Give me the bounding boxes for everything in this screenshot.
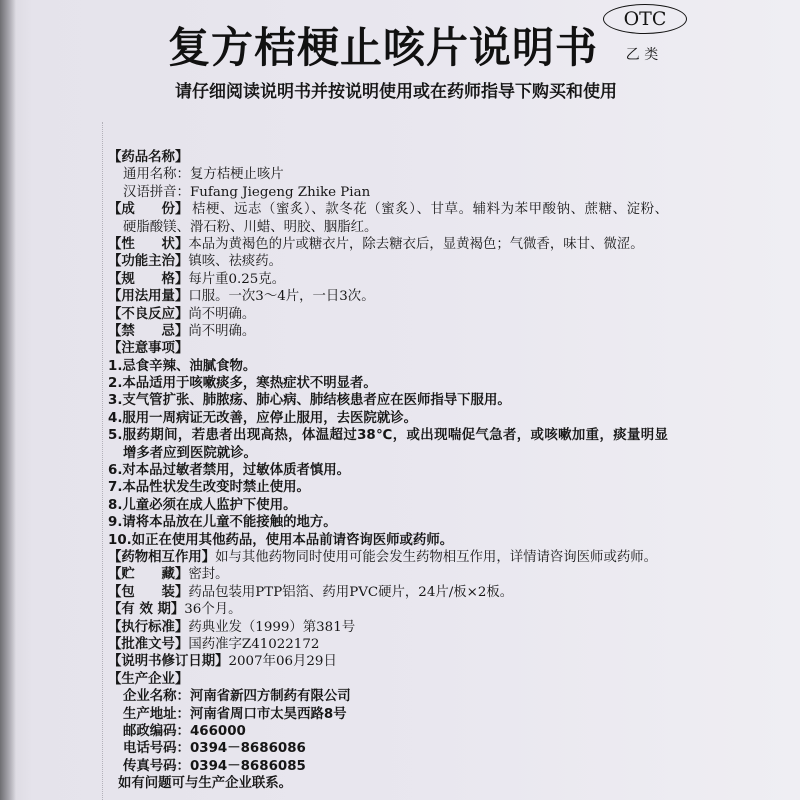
ingredients-text: 桔梗、远志（蜜炙）、款冬花（蜜炙）、甘草。辅料为苯甲酸钠、蔗糖、淀粉、	[192, 202, 668, 218]
section-text: 密封。	[188, 567, 229, 583]
otc-badge	[603, 4, 687, 34]
fax-value: 0394－8686085	[189, 758, 306, 774]
section-text: 每片重0.25克。	[188, 271, 286, 287]
leaflet-body	[108, 149, 788, 792]
precaution-item: 1.忌食辛辣、油腻食物。	[108, 358, 257, 374]
pinyin-value: Fufang Jiegeng Zhike Pian	[189, 184, 371, 200]
section-label: 【功能主治】	[108, 254, 189, 270]
generic-name-value: 复方桔梗止咳片	[189, 167, 284, 183]
leaflet-title: 复方桔梗止咳片说明书	[167, 23, 598, 72]
section-text: 如与其他药物同时使用可能会发生药物相互作用，详情请咨询医师或药师。	[215, 549, 658, 565]
section-text: 镇咳、祛痰药。	[188, 254, 283, 270]
precaution-item: 9.请将本品放在儿童不能接触的地方。	[108, 515, 337, 531]
section-text: 本品为黄褐色的片或糖衣片，除去糖衣后，显黄褐色；气微香，味甘、微涩。	[188, 236, 644, 252]
phone-row	[108, 740, 788, 757]
section-label: 【包 装】	[108, 584, 189, 600]
section-label: 【用法用量】	[108, 289, 189, 305]
ingredients-text: 硬脂酸镁、滑石粉、川蜡、明胶、胭脂红。	[123, 219, 378, 235]
section-label: 【执行标准】	[108, 619, 189, 635]
section-specification	[108, 271, 788, 288]
section-text: 口服。一次3～4片，一日3次。	[188, 289, 375, 305]
section-interactions	[108, 549, 788, 566]
section-manufacturer	[108, 671, 788, 688]
section-contraindications	[108, 323, 788, 340]
field-label: 电话号码：	[123, 741, 190, 757]
left-edge-shadow	[0, 0, 16, 800]
precaution-item: 10.如正在使用其他药品，使用本品前请咨询医师或药师。	[108, 532, 454, 548]
field-label: 邮政编码：	[123, 723, 190, 739]
precaution-item: 6.对本品过敏者禁用，过敏体质者慎用。	[108, 463, 351, 479]
section-precautions	[108, 340, 788, 357]
section-text: 药品包装用PTP铝箔、药用PVC硬片，24片/板×2板。	[188, 584, 514, 600]
postcode-value: 466000	[189, 723, 246, 739]
field-label: 通用名称：	[123, 167, 190, 183]
generic-name-row	[108, 166, 788, 183]
section-text: 2007年06月29日	[228, 654, 337, 670]
phone-value: 0394－8686086	[189, 741, 306, 757]
precaution-item: 4.服用一周病证无改善，应停止服用，去医院就诊。	[108, 410, 417, 426]
section-indications	[108, 253, 788, 270]
address-row	[108, 706, 788, 723]
section-standard	[108, 619, 788, 636]
section-text: 国药准字Z41022172	[188, 636, 320, 652]
ingredients-continuation	[108, 219, 788, 236]
contact-note: 如有问题可与生产企业联系。	[118, 776, 293, 792]
field-label: 生产地址：	[123, 706, 190, 722]
section-label: 【生产企业】	[108, 671, 189, 687]
precaution-item: 7.本品性状发生改变时禁止使用。	[108, 480, 310, 496]
section-label: 【说明书修订日期】	[108, 654, 229, 670]
reading-instruction: 请仔细阅读说明书并按说明使用或在药师指导下购买和使用	[175, 82, 617, 102]
precaution-item	[108, 427, 788, 444]
section-ingredients	[108, 201, 788, 218]
precaution-item-continuation: 增多者应到医院就诊。	[123, 445, 257, 461]
section-text: 药典业发（1999）第381号	[188, 619, 356, 635]
section-expiry	[108, 601, 788, 618]
section-text: 尚不明确。	[188, 306, 256, 322]
section-description	[108, 236, 788, 253]
section-label: 【批准文号】	[108, 636, 189, 652]
section-label: 【药品名称】	[108, 150, 189, 165]
section-revision-date	[108, 653, 788, 670]
section-label: 【贮 藏】	[108, 567, 189, 583]
section-text: 尚不明确。	[188, 323, 256, 339]
field-label: 汉语拼音：	[123, 184, 190, 200]
margin-dotted-line	[102, 122, 103, 800]
otc-badge-label: OTC	[623, 8, 667, 30]
precaution-item: 2.本品适用于咳嗽痰多，寒热症状不明显者。	[108, 376, 377, 392]
section-dosage	[108, 288, 788, 305]
section-package	[108, 584, 788, 601]
postcode-row	[108, 723, 788, 740]
section-approval	[108, 636, 788, 653]
otc-class-label: 乙 类	[625, 47, 659, 63]
address-value: 河南省周口市太昊西路8号	[189, 706, 347, 722]
field-label: 企业名称：	[123, 689, 190, 705]
fax-row	[108, 758, 788, 775]
section-label: 【禁 忌】	[108, 323, 189, 339]
section-drug-name	[108, 149, 788, 166]
section-label: 【有 效 期】	[108, 602, 185, 618]
precaution-item: 8.儿童必须在成人监护下使用。	[108, 497, 297, 513]
section-label: 【规 格】	[108, 271, 189, 287]
section-label: 【性 状】	[108, 236, 189, 252]
company-name-row	[108, 688, 788, 705]
section-adverse-reactions	[108, 306, 788, 323]
precaution-item-text: 5.服药期间，若患者出现高热，体温超过38℃，或出现喘促气急者，或咳嗽加重，痰量明显	[108, 428, 668, 444]
section-storage	[108, 566, 788, 583]
section-label: 【注意事项】	[108, 341, 189, 357]
pinyin-row	[108, 184, 788, 201]
section-label: 【成 份】	[108, 202, 189, 218]
company-name-value: 河南省新四方制药有限公司	[189, 689, 351, 705]
field-label: 传真号码：	[123, 758, 190, 774]
section-text: 36个月。	[184, 602, 242, 618]
section-label: 【药物相互作用】	[108, 549, 216, 565]
precaution-item: 3.支气管扩张、肺脓疡、肺心病、肺结核患者应在医师指导下服用。	[108, 393, 511, 409]
section-label: 【不良反应】	[108, 306, 189, 322]
